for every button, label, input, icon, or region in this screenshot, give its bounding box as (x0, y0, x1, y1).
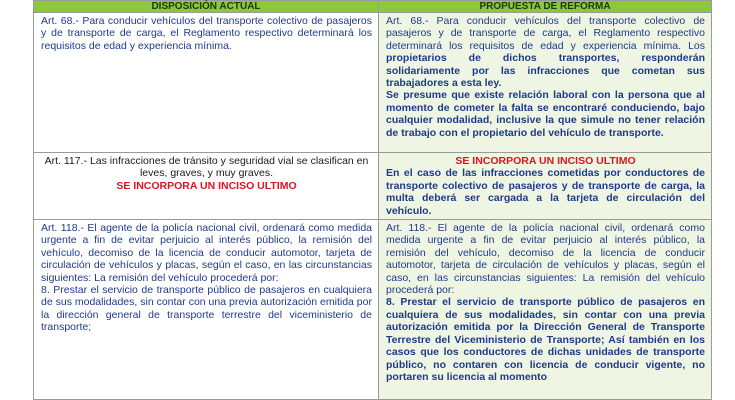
header-row (34, 1, 712, 13)
table-row-art-118 (34, 220, 712, 400)
proposal-bold-text: propietarios de dichos transportes, responderán solidariamente por las infracciones que cometan sus trabajadores a esta ley. (386, 52, 705, 90)
cell-current-art-117 (34, 153, 379, 220)
proposal-text: Art. 68.- Para conducir vehículos del transporte colectivo de pasajeros y de transporte de carga, el Reglamento respectivo determinará los requisitos de edad y experiencia mínima. Los (386, 15, 705, 52)
table-row-art-68 (34, 13, 712, 153)
comparison-table (33, 0, 712, 400)
current-text: Art. 118.- El agente de la policía nacional civil, ordenará como medida urgente a fin de evitar perjuicio al interés público, la remisión del vehículo, decomiso de la licencia de conducir automotor, tarjeta de circulación de vehículos y placas, según el caso, en las circunstancias siguientes: La remisión del vehículo procederá por: (41, 222, 372, 284)
proposal-bold-text: Se presume que existe relación laboral con la persona que al momento de cometer la falta se encontraré conduciendo, bajo cualquier modalidad, inclusive la que simule no tener relación de trabajo con el propietario del vehículo de transporte. (386, 89, 705, 139)
current-text: Art. 68.- Para conducir vehículos del transporte colectivo de pasajeros y de transporte de carga, el Reglamento respectivo determinará los requisitos de edad y experiencia mínima. (41, 15, 372, 52)
proposal-text: Art. 118.- El agente de la policía nacional civil, ordenará como medida urgente a fin de evitar perjuicio al interés público, la remisión del vehículo, decomiso de la licencia de conducir automotor, tarjeta de circulación de vehículos y placas, según el caso, en las circunstancias siguientes: La remisión del vehículo procederá por: (386, 222, 705, 297)
cell-proposal-art-117 (379, 153, 712, 220)
cell-current-art-118 (34, 220, 379, 400)
incorporation-note: SE INCORPORA UN INCISO ULTIMO (455, 155, 636, 167)
cell-proposal-art-118 (379, 220, 712, 400)
cell-proposal-art-68 (379, 13, 712, 153)
header-current-provision: DISPOSICIÓN ACTUAL (34, 1, 379, 13)
current-text: 8. Prestar el servicio de transporte público de pasajeros en cualquiera de sus modalidades, sin contar con una previa autorización emitida por la dirección general de transporte terrestre del viceministerio de transporte; (41, 284, 372, 334)
table-row-art-117 (34, 153, 712, 220)
incorporation-note: SE INCORPORA UN INCISO ULTIMO (116, 179, 297, 192)
proposal-bold-text: 8. Prestar el servicio de transporte público de pasajeros en cualquiera de sus modalidades, sin contar con una previa autorización emitida por la Dirección General de Transporte Terrestre del Viceministerio de Transporte; Así también en los casos que los conductores de dichas unidades de transporte público, no contaren con licencia de conducir vigente, no portaren su licencia al momento (386, 296, 705, 383)
proposal-bold-text: En el caso de las infracciones cometidas por conductores de transporte colectivo de pasajeros y de transporte de carga, la multa deberá ser cargada a la tarjeta de circulación del vehículo. (386, 167, 705, 217)
cell-current-art-68 (34, 13, 379, 153)
header-reform-proposal: PROPUESTA DE REFORMA (379, 1, 712, 13)
current-text: Art. 117.- Las infracciones de tránsito y seguridad vial se clasifican en leves, graves, y muy graves. (44, 155, 369, 180)
